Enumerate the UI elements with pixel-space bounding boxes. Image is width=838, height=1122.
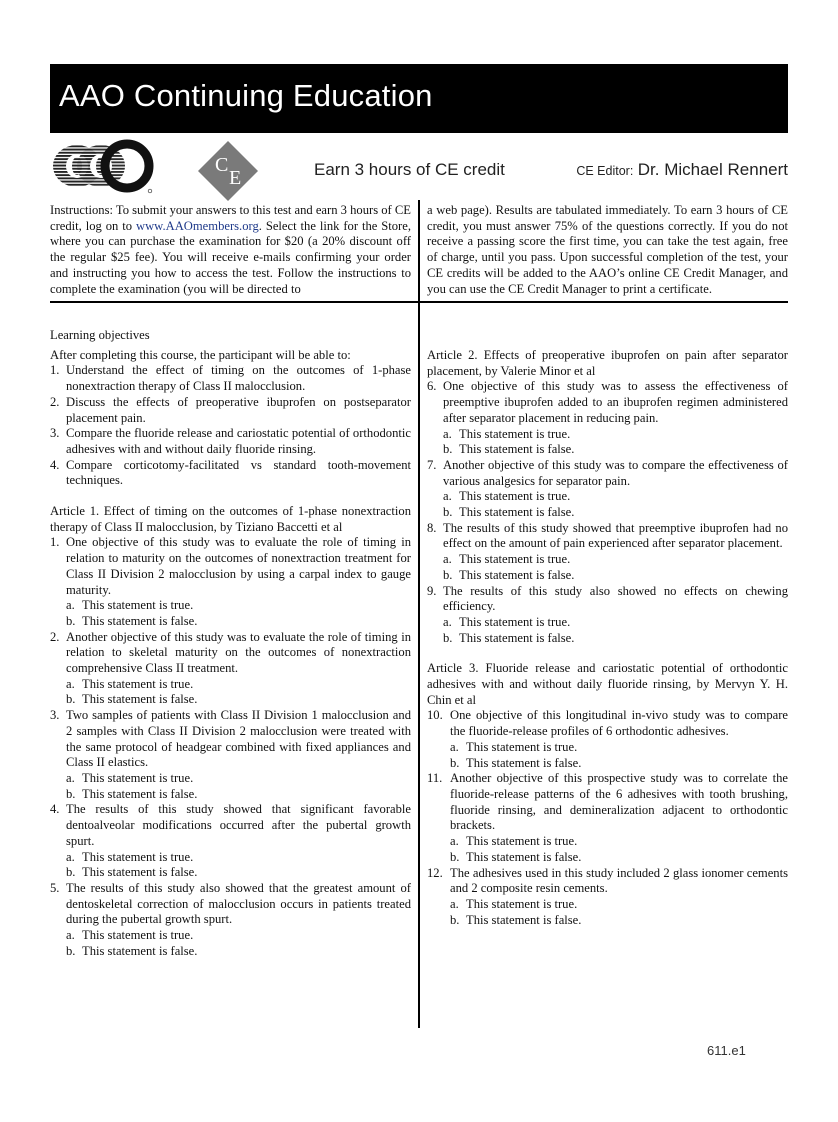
question-5: 5. The results of this study also showed that the greatest amount of dentoskeletal correction of malocclusion occurs in patients treated during the pubertal growth spurt. a. This statement is true. b. This statement is false. — [50, 880, 411, 958]
article-2-title: Article 2. Effects of preoperative ibuprofen on pain after separator placement, by Valerie Minor et al — [427, 348, 788, 378]
option-a[interactable]: a. This statement is true. — [443, 552, 571, 567]
article-1-title: Article 1. Effect of timing on the outcomes of 1-phase nonextraction therapy of Class II malocclusion, by Tiziano Baccetti et al — [50, 504, 411, 534]
question-2: 2. Another objective of this study was to evaluate the role of timing in relation to skeletal maturity on the outcomes of nonextraction comprehensive Class II treatment. a. This statement is true. b. This statement is false. — [50, 629, 411, 707]
option-b[interactable]: b. This statement is false. — [66, 692, 198, 707]
ce-diamond-icon — [196, 139, 260, 203]
question-7: 7. Another objective of this study was to compare the effectiveness of various analgesics for separator pain. a. This statement is true. b. This statement is false. — [427, 457, 788, 520]
instructions-right: a web page). Results are tabulated immediately. To earn 3 hours of CE credit, you must answer 75% of the questions correctly. If you do not receive a passing score the first time, you can take the test again, free of charge, until you pass. Upon successful completion of the test, your CE credits will be added to the AAO’s online CE Credit Manager, and you can use the CE Credit Manager to print a certificate. — [427, 203, 788, 296]
option-a[interactable]: a. This statement is true. — [66, 598, 194, 613]
title-banner — [50, 64, 788, 133]
question-6: 6. One objective of this study was to assess the effectiveness of preemptive ibuprofen added to an ibuprofen regimen administered after separator placement in reducing pain. a. This statement is true. b. This statement is false. — [427, 379, 788, 457]
question-10: 10. One objective of this longitudinal in-vivo study was to compare the fluoride-release profiles of 6 orthodontic adhesives. a. This statement is true. b. This statement is false. — [427, 708, 788, 770]
instructions-left — [50, 203, 411, 297]
option-b[interactable]: b. This statement is false. — [450, 755, 582, 770]
question-12: 12. The adhesives used in this study included 2 glass ionomer cements and 2 composite resin cements. a. This statement is true. b. This statement is false. — [427, 865, 788, 927]
instructions-text-cont: . Select the link for the Store, where you can purchase the examination for $20 (a 20% discount off the regular $25 fee). You will receive e-mails confirming your order and instructing you how to access the test. Follow the instructions to complete the examination (you will be directed to — [50, 218, 411, 296]
option-b[interactable]: b. This statement is false. — [450, 912, 582, 927]
option-b[interactable]: b. This statement is false. — [66, 865, 198, 880]
left-column — [50, 328, 411, 959]
objective-item: 2. Discuss the effects of preoperative ibuprofen on postseparator placement pain. — [50, 394, 411, 425]
svg-text:E: E — [229, 167, 242, 189]
svg-text:C: C — [215, 154, 229, 176]
option-b[interactable]: b. This statement is false. — [450, 849, 582, 864]
objective-item: 4. Compare corticotomy-facilitated vs standard tooth-movement techniques. — [50, 457, 411, 488]
option-a[interactable]: a. This statement is true. — [66, 849, 194, 864]
objective-item: 1. Understand the effect of timing on the outcomes of 1-phase nonextraction therapy of Class II malocclusion. — [50, 363, 411, 394]
option-b[interactable]: b. This statement is false. — [443, 567, 575, 582]
question-11: 11. Another objective of this prospective study was to correlate the fluoride-release patterns of the 6 adhesives with tooth brushing, fluoride rinsing, and demineralization adjacent to orthodontic brackets. a. This statement is true. b. This statement is false. — [427, 771, 788, 864]
option-b[interactable]: b. This statement is false. — [443, 630, 575, 645]
question-9: 9. The results of this study also showed no effects on chewing efficiency. a. This statement is true. b. This statement is false. — [427, 583, 788, 645]
column-divider — [418, 200, 420, 1028]
option-a[interactable]: a. This statement is true. — [66, 928, 194, 943]
question-3: 3. Two samples of patients with Class II Division 1 malocclusion and 2 samples with Class II Division 2 malocclusion were treated with the same protocol of headgear combined with fixed appliances and Class II elastics. a. This statement is true. b. This statement is false. — [50, 708, 411, 801]
page-number: 611.e1 — [707, 1043, 746, 1058]
aao-logo-icon — [51, 139, 157, 195]
option-b[interactable]: b. This statement is false. — [66, 786, 198, 801]
article-3-title: Article 3. Fluoride release and cariostatic potential of orthodontic adhesives with and without daily fluoride rinsing, by Mervyn Y. H. Chin et al — [427, 661, 788, 707]
option-b[interactable]: b. This statement is false. — [443, 505, 575, 520]
option-b[interactable]: b. This statement is false. — [66, 613, 198, 628]
ce-editor — [576, 160, 788, 180]
question-8: 8. The results of this study showed that preemptive ibuprofen had no effect on the amount of pain experienced after separator placement. a. This statement is true. b. This statement is false. — [427, 520, 788, 582]
option-b[interactable]: b. This statement is false. — [443, 442, 575, 457]
option-a[interactable]: a. This statement is true. — [450, 896, 578, 911]
objectives-intro: After completing this course, the participant will be able to: — [50, 347, 351, 362]
option-a[interactable]: a. This statement is true. — [443, 426, 571, 441]
option-a[interactable]: a. This statement is true. — [443, 614, 571, 629]
option-a[interactable]: a. This statement is true. — [66, 676, 194, 691]
editor-name: Dr. Michael Rennert — [637, 160, 788, 179]
question-4: 4. The results of this study showed that significant favorable dentoalveolar modifications occurred after the pubertal growth spurt. a. This statement is true. b. This statement is false. — [50, 802, 411, 880]
learning-objectives-heading: Learning objectives — [50, 328, 150, 342]
option-a[interactable]: a. This statement is true. — [450, 834, 578, 849]
option-a[interactable]: a. This statement is true. — [66, 770, 194, 785]
option-b[interactable]: b. This statement is false. — [66, 943, 198, 958]
option-a[interactable]: a. This statement is true. — [443, 489, 571, 504]
right-column — [427, 348, 788, 928]
page-title: AAO Continuing Education — [59, 78, 433, 113]
question-1: 1. One objective of this study was to evaluate the role of timing in relation to maturity on the outcomes of nonextraction treatment for Class II Division 2 malocclusion by using a carpal index to gauge maturity. a. This statement is true. b. This statement is false. — [50, 535, 411, 628]
option-a[interactable]: a. This statement is true. — [450, 739, 578, 754]
earn-credit-text: Earn 3 hours of CE credit — [314, 160, 505, 179]
instructions-text: Instructions: To submit your answers to this test and earn 3 hours of CE credit, log on to — [50, 203, 411, 233]
aao-members-link[interactable]: www.AAOmembers.org — [135, 218, 259, 233]
editor-label: CE Editor: — [576, 164, 634, 178]
objective-item: 3. Compare the fluoride release and cariostatic potential of orthodontic adhesives with and without daily fluoride rinsing. — [50, 426, 411, 456]
